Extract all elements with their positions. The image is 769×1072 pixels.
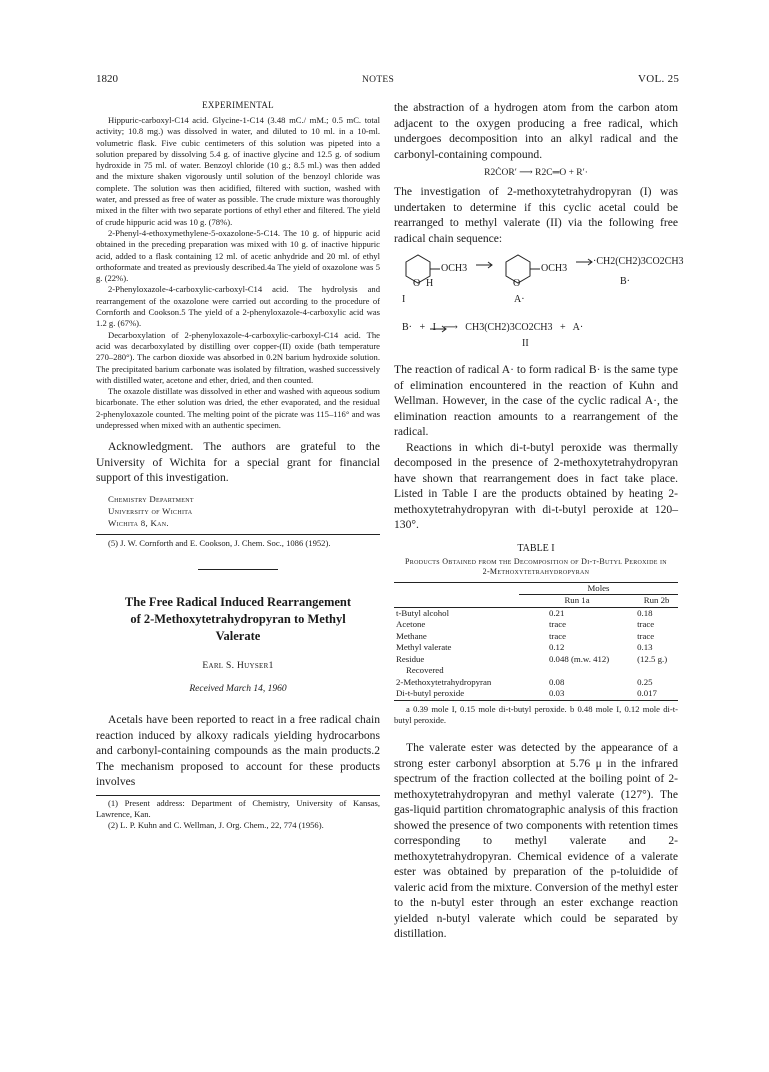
footnote-5: (5) J. W. Cornforth and E. Cookson, J. Chem. Soc., 1086 (1952).	[108, 537, 331, 548]
cell: 0.03	[548, 688, 565, 698]
article-divider	[198, 569, 278, 570]
cell: 0.017	[637, 688, 657, 698]
table-row	[394, 607, 678, 619]
scheme-h: H	[426, 278, 434, 289]
table-row	[394, 654, 678, 666]
article-title	[96, 594, 380, 645]
cell: Di-t-butyl peroxide	[396, 688, 465, 698]
volume-label: VOL. 25	[638, 73, 680, 85]
left-column	[96, 100, 380, 832]
author: Earl S. Huyser1	[202, 661, 274, 672]
cell: trace	[548, 619, 567, 629]
exp-paragraph: Hippuric-carboxyl-C14 acid. Glycine-1-C14 (3.48 mC./ mM.; 0.5 mC. total activity; 10.8 mg.) was dissolved in water, and diluted to 10 ml. in a 10-ml. volumetric flask. Five cubic centimeters of this solution was pipeted into a solution prepared by dissolving 5.4 g. of inactive glycine and 12.5 g. of sodium hydroxide in 75 ml. of water. Benzoyl chloride (10 g.; 8.5 ml.) was then added and the mixture shaken vigorously until solution of the benzoyl chloride was complete. The solution was then acidified, filtered with suction, washed with water, and pressed as free of water as possible. The crude mixture was thoroughly mixed in the filter with two separate portions of ethyl ether and filtered. The yield of crude hippuric acid was 10 g. (78%).	[96, 115, 380, 227]
table-notes: a 0.39 mole I, 0.15 mole di-t-butyl peroxide. b 0.48 mole I, 0.12 mole di-t-butyl peroxide.	[394, 703, 678, 725]
page-number: 1820	[96, 73, 118, 85]
scheme-och3-b: OCH3	[541, 263, 568, 274]
table-header-row	[394, 595, 678, 608]
cell: 0.08	[548, 676, 565, 687]
footnote-rule	[96, 534, 380, 535]
cell: trace	[637, 619, 655, 629]
running-head: NOTES	[362, 75, 395, 85]
section-heading: EXPERIMENTAL	[202, 100, 274, 110]
right-paragraph-3: The reaction of radical A· to form radical B· is the same type of elimination encountered in the reaction of Kuhn and Wellman. However, in the case of the cyclic radical A·, the elimination reaction amounts to a rearrangement of the radical.	[394, 363, 678, 438]
exp-paragraph: 2-Phenyl-4-ethoxymethylene-5-oxazolone-5-C14. The 10 g. of hippuric acid obtained in the preceding preparation was mixed with 10 g. of inactive hippuric acid, added to a flask containing 12 ml. of acetic anhydride and 20 ml. of ethyl orthoformate and treated as previously described.4a The yield of oxazolone was 5 g. (22%).	[96, 227, 380, 284]
table-row	[394, 665, 678, 677]
cell: Methane	[396, 630, 427, 641]
table-row	[394, 677, 678, 689]
equation-2: B· + I ⟶ CH3(CH2)3CO2CH3 + A·	[402, 322, 584, 333]
cell: (12.5 g.)	[637, 653, 668, 664]
label-I: I	[402, 294, 406, 305]
cell: 0.21	[548, 607, 565, 618]
exp-paragraph: The oxazole distillate was dissolved in ether and washed with aqueous sodium bicarbonate. The ether solution was dried, the ether evaporated, and the residual 2-phenyloxazole counted. The melting point of the picrate was 115–116° and was undepressed when mixed with an authentic specimen.	[96, 386, 380, 431]
acknowledgment: Acknowledgment. The authors are grateful to the University of Wichita for a special grant for financial support of this investigation.	[96, 440, 380, 485]
cell: t-Butyl alcohol	[396, 607, 450, 618]
scheme-product-radical: ·CH2(CH2)3CO2CH3	[593, 256, 684, 267]
cell: Acetone	[396, 619, 426, 629]
right-paragraph-2: The investigation of 2-methoxytetrahydropyran (I) was undertaken to determine if this cyclic acetal could be rearranged to methyl valerate (II) via the following free radical chain sequence:	[394, 185, 678, 245]
ring-oxygen-A: O	[513, 278, 521, 289]
right-paragraph-4: Reactions in which di-t-butyl peroxide was thermally decomposed in the presence of 2-methoxytetrahydropyran have shown that rearrangement does in fact take place. Listed in Table I are the products obtained by heating 2-methoxytetrahydropyran with di-t-butyl peroxide at 120–130°.	[394, 440, 678, 531]
results-table	[394, 583, 678, 700]
equation-1: R2ĊOR′ ⟶ R2C═O + R′·	[484, 168, 588, 178]
col-run-2: Run 2b	[643, 595, 670, 605]
experimental-text	[96, 115, 380, 431]
exp-paragraph: Decarboxylation of 2-phenyloxazole-4-carboxylic-carboxyl-C14 acid. The acid was decarboxylated by distilling over copper-(II) oxide (bath temperature 270–280°). The carbon dioxide was absorbed in 0.2N barium hydroxide solution. The precipitated barium carbonate was isolated by filtration, washed successively with distilled water, acetone and ether, dried, and then counted.	[96, 329, 380, 385]
title-line: Valerate	[215, 629, 261, 644]
table-row	[394, 619, 678, 631]
intro-paragraph: Acetals have been reported to react in a free radical chain reaction induced by alkoxy radicals yielding hydrocarbons and carbonyl-containing compounds as the main products.2 The mechanism proposed to account for these products involves	[96, 713, 380, 789]
footnote-rule	[96, 795, 380, 796]
cell: Methyl valerate	[396, 642, 452, 652]
footnote-2: (2) L. P. Kuhn and C. Wellman, J. Org. Chem., 22, 774 (1956).	[108, 820, 324, 831]
cell: 2-Methoxytetrahydropyran	[396, 676, 492, 687]
cell	[635, 665, 678, 677]
table-row	[394, 631, 678, 643]
received-date: Received March 14, 1960	[189, 684, 287, 695]
col-run-1: Run 1a	[564, 595, 590, 605]
cell: 0.25	[637, 676, 653, 687]
exp-paragraph: 2-Phenyloxazole-4-carboxylic-carboxyl-C14 acid. The hydrolysis and rearrangement of the oxazolone were carried out according to the procedure of Cornforth and Cookson.5 The yield of a 2-phenyloxazole-4-carboxylic acid was 1.2 g. (67%).	[96, 284, 380, 329]
affiliation-line: Wichita 8, Kan.	[108, 517, 169, 528]
table-label: TABLE I	[517, 542, 555, 554]
label-B: B·	[620, 276, 630, 287]
affiliation-line: University of Wichita	[108, 505, 193, 516]
cell: Residue	[396, 653, 425, 664]
right-paragraph-1: the abstraction of a hydrogen atom from the carbon atom adjacent to the oxygen producing a free radical, which undergoes decomposition into an alkyl radical and the carbonyl-containing compound.	[394, 101, 678, 161]
cell: 0.18	[637, 607, 653, 618]
cell: 0.12	[548, 642, 565, 652]
label-A: A·	[514, 294, 525, 305]
scheme-och3-a: OCH3	[441, 263, 468, 274]
footnote-1: (1) Present address: Department of Chemistry, University of Kansas, Lawrence, Kan.	[96, 797, 380, 819]
label-II: II	[522, 338, 529, 349]
table-caption: Products Obtained from the Decomposition of Di-t-Butyl Peroxide in 2-Methoxytetrahydropyran	[405, 556, 667, 576]
table-header-row	[394, 583, 678, 595]
table-row	[394, 688, 678, 700]
cell: Recovered	[406, 665, 444, 675]
affiliation	[96, 493, 380, 529]
ring-oxygen-I: O	[413, 278, 421, 289]
table-bottom-rule	[394, 700, 678, 701]
right-paragraph-5: The valerate ester was detected by the appearance of a strong ester carbonyl absorption at 5.76 μ in the infrared spectrum of the fraction collected at the boiling point of 2-methoxytetrahydropyran and methyl valerate (127°). The gas-liquid partition chromatographic analysis of this fraction showed the presence of two components with retention times corresponding to methyl valerate and 2-methoxytetrahydropyran. Chemical evidence of a valerate ester was obtained by preparation of the p-toluidide of valeric acid from the mixture. Conversion of the methyl ester to the n-butyl ester through an ester exchange reaction yielded n-butyl valerate which could be separated by distillation.	[394, 741, 678, 941]
title-line: of 2-Methoxytetrahydropyran to Methyl	[130, 612, 346, 627]
reaction-scheme	[394, 250, 684, 360]
title-line: The Free Radical Induced Rearrangement	[124, 595, 352, 610]
cell: 0.13	[637, 642, 653, 652]
affiliation-line: Chemistry Department	[108, 493, 194, 504]
cell: trace	[548, 630, 567, 641]
right-column	[394, 100, 684, 942]
cell: trace	[637, 630, 655, 641]
cell: 0.048 (m.w. 412)	[548, 653, 610, 664]
moles-header: Moles	[519, 583, 678, 595]
cell	[519, 665, 635, 677]
table-row	[394, 642, 678, 654]
